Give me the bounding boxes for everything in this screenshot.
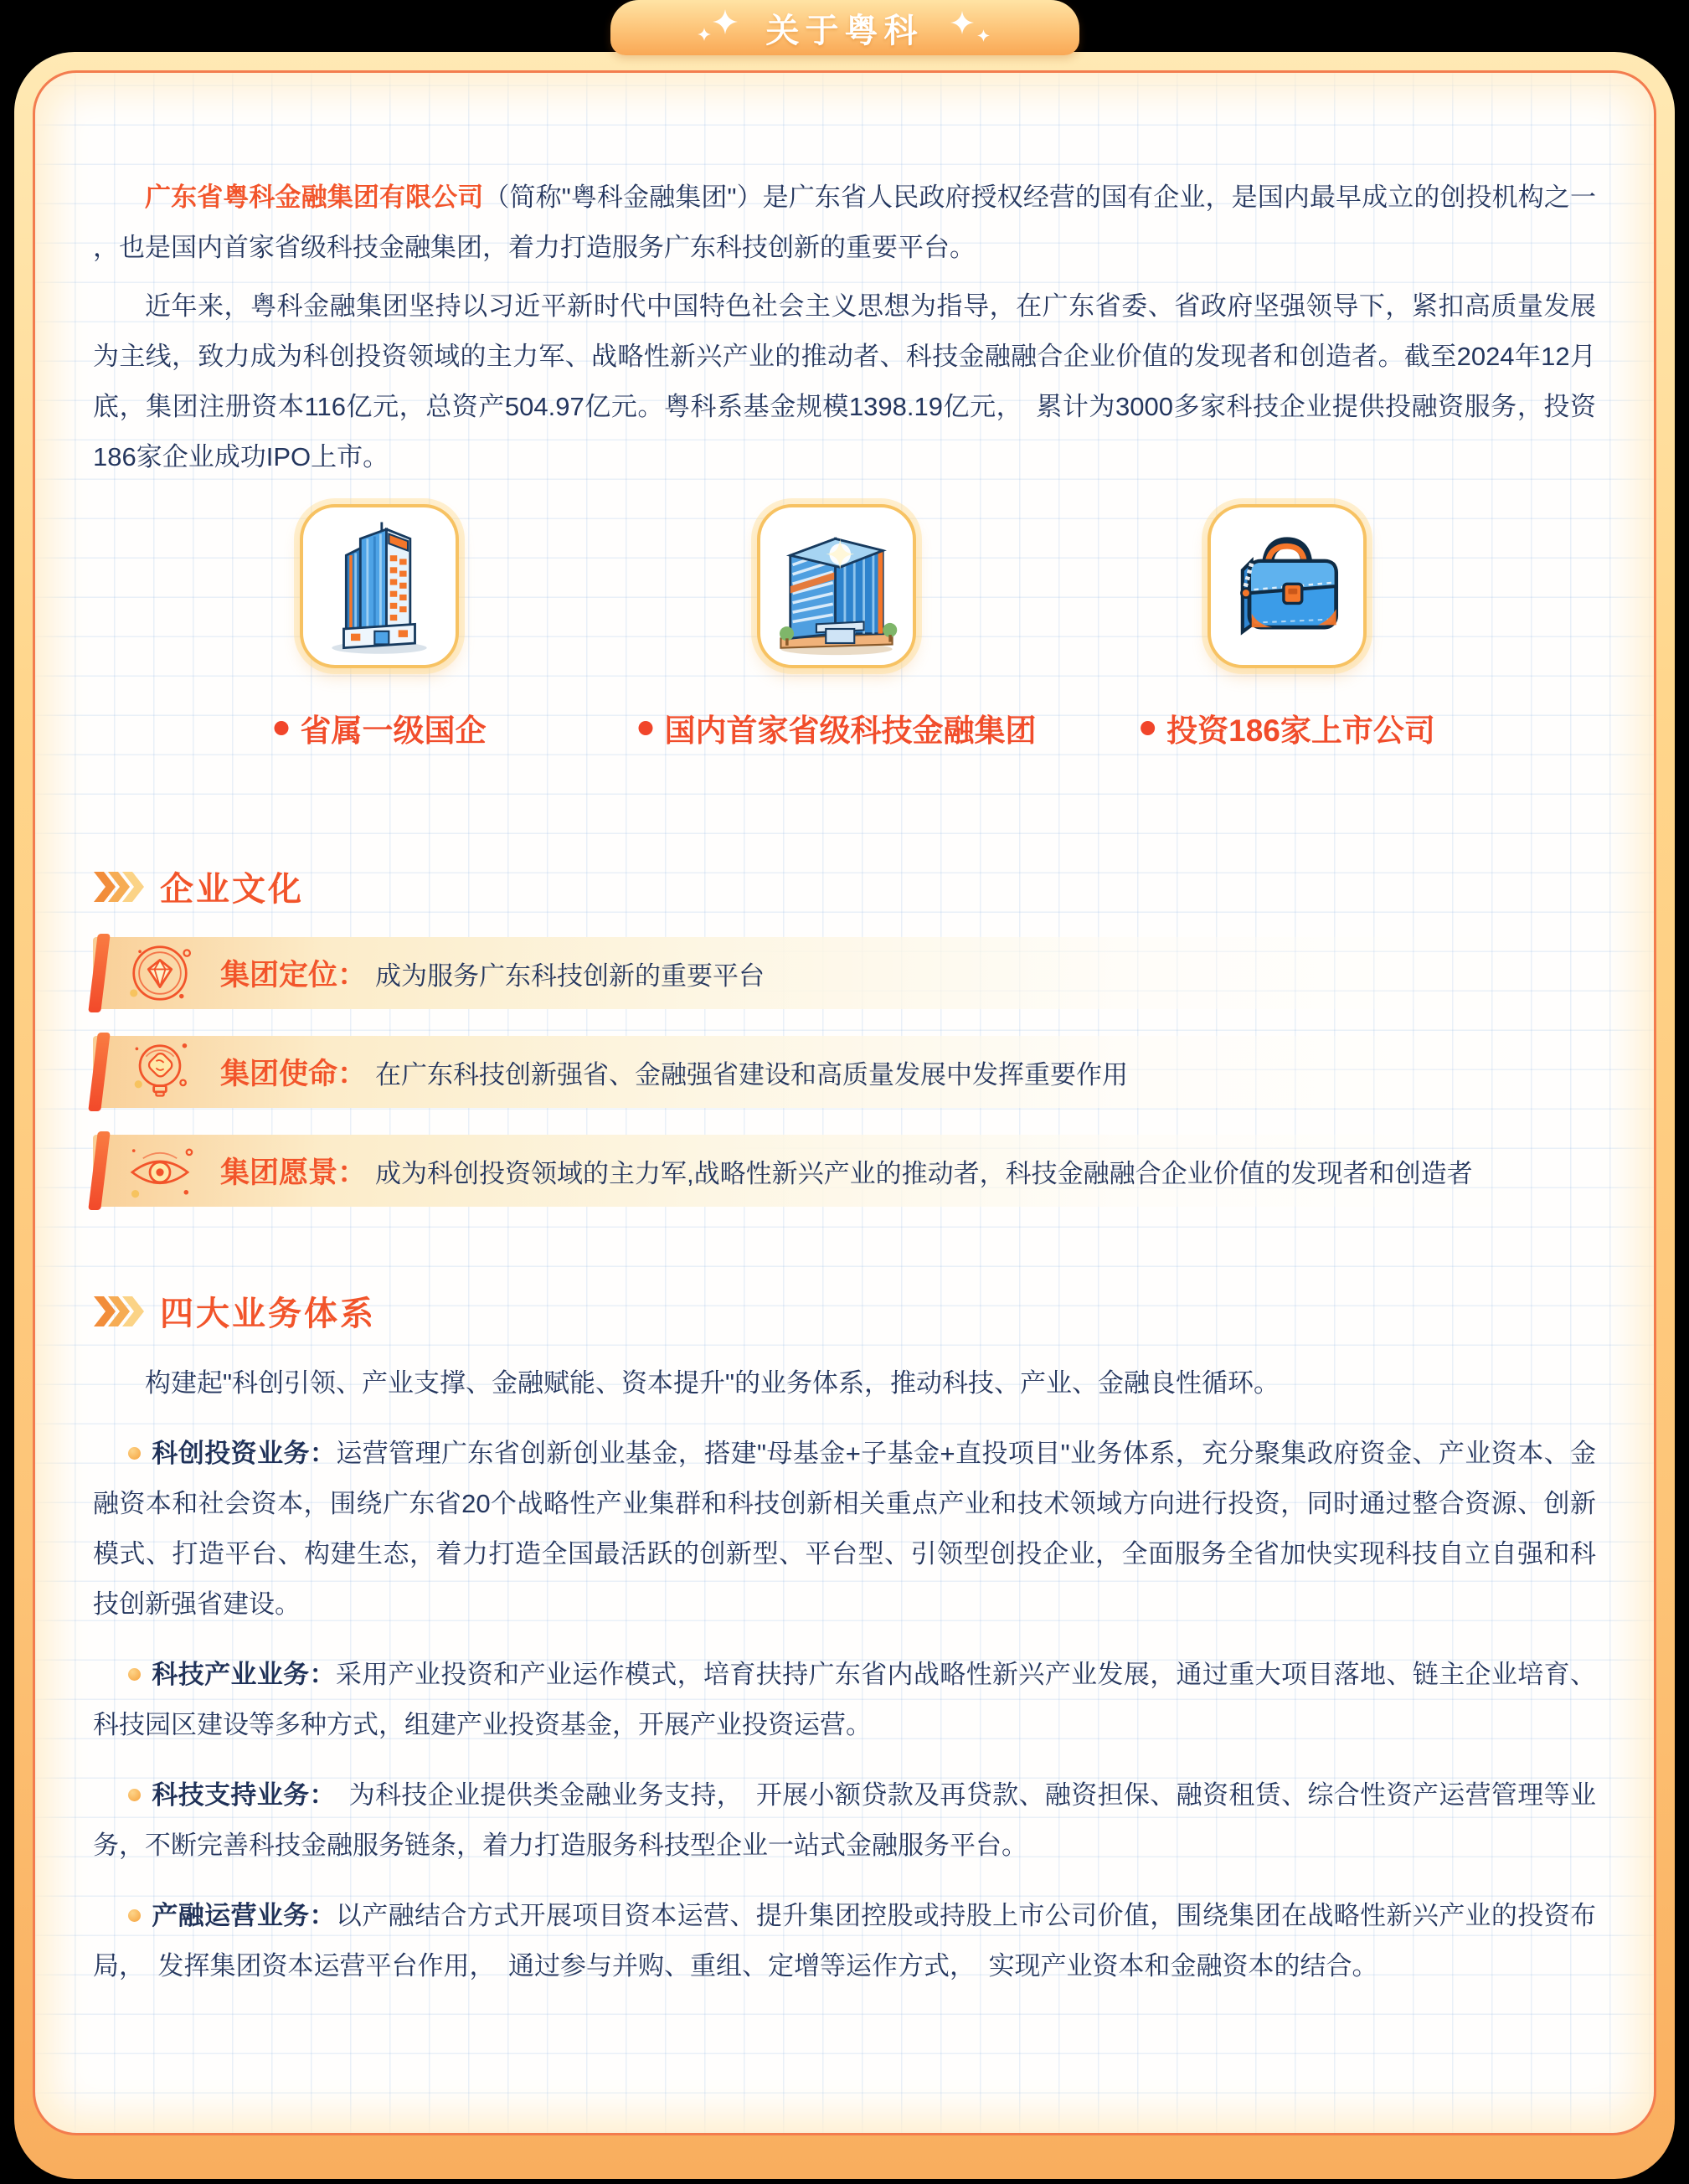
intro-paragraph-1 (93, 173, 1596, 273)
bullet-dot-icon (128, 1447, 141, 1460)
culture-item-text: 成为服务广东科技创新的重要平台 (375, 961, 765, 991)
business-item-title: 科技产业业务： (152, 1660, 336, 1689)
sparkle-stars-left-icon (698, 9, 741, 46)
business-item-capital (93, 1891, 1596, 1991)
bullet-dot-icon (275, 721, 289, 735)
culture-item-positioning (93, 937, 1542, 1009)
culture-section-title: 企业文化 (160, 871, 304, 908)
caption-label: 省属一级国企 (300, 713, 487, 748)
business-item-text: 采用产业投资和产业运作模式，培育扶持广东省内战略性新兴产业发展，通过重大项目落地、链主企业培育、科技园区建设等多种方式，组建产业投资基金，开展产业投资运营。 (93, 1660, 1597, 1739)
bullet-dot-icon (1141, 721, 1155, 735)
triple-chevron-icon (93, 1295, 145, 1327)
office-tower-icon (317, 515, 442, 657)
intro-paragraph-1-text: （简称"粤科金融集团"）是广东省人民政府授权经营的国有企业，是国内最早成立的创投机构之一 ，也是国内首家省级科技金融集团，着力打造服务广东科技创新的重要平台。 (93, 183, 1596, 262)
highlight-card-tower (300, 504, 459, 668)
header-banner (610, 0, 1079, 55)
diamond-icon (121, 935, 198, 1012)
culture-item-title: 集团使命： (220, 1058, 368, 1090)
page-title: 关于粤科 (765, 12, 924, 49)
content (34, 72, 1655, 1991)
briefcase-icon (1224, 528, 1350, 645)
business-item-support (93, 1770, 1596, 1871)
bulb-icon (121, 1033, 198, 1110)
caption-label: 国内首家省级科技金融集团 (664, 713, 1037, 748)
business-item-title: 产融运营业务： (152, 1901, 336, 1930)
caption-ipo (1141, 705, 1435, 750)
business-item-title: 科技支持业务： (152, 1780, 323, 1810)
intro-paragraph-2: 近年来，粤科金融集团坚持以习近平新时代中国特色社会主义思想为指导，在广东省委、省政府坚强领导下，紧扣高质量发展为主线，致力成为科创投资领域的主力军、战略性新兴产业的推动者、科技金融融合企业价值的发现者和创造者。截至2024年12月底，集团注册资本116亿元，总资产504.97亿元。粤科系基金规模1398.19亿元， 累计为3000多家科技企业提供投融资服务，投资186家企业成功IPO上市。 (93, 291, 1596, 471)
culture-item-text: 成为科创投资领域的主力军,战略性新兴产业的推动者，科技金融融合企业价值的发现者和创造者 (375, 1158, 1473, 1188)
business-section-title: 四大业务体系 (160, 1295, 376, 1332)
culture-item-vision (93, 1135, 1542, 1207)
business-item-title: 科创投资业务： (152, 1439, 337, 1468)
culture-item-title: 集团定位： (220, 959, 368, 992)
bullet-dot-icon (128, 1909, 141, 1922)
culture-item-text: 在广东科技创新强省、金融强省建设和高质量发展中发挥重要作用 (375, 1059, 1129, 1089)
highlight-cards-row (93, 504, 1596, 672)
culture-section-header (93, 863, 1596, 910)
hq-building-icon (770, 515, 904, 657)
highlight-captions-row (93, 705, 1596, 754)
business-intro: 构建起"科创引领、产业支撑、金融赋能、资本提升"的业务体系，推动科技、产业、金融良性循环。 (145, 1368, 1280, 1398)
caption-first-group (639, 705, 1037, 750)
business-item-industry (93, 1650, 1596, 1750)
bullet-dot-icon (639, 721, 653, 735)
triple-chevron-icon (93, 871, 145, 903)
culture-item-mission (93, 1036, 1542, 1108)
banner-accent-bar (88, 934, 111, 1012)
business-item-investment (93, 1429, 1596, 1630)
business-item-text: 以产融结合方式开展项目资本运营、提升集团控股或持股上市公司价值，围绕集团在战略性新兴产业的投资布局， 发挥集团资本运营平台作用， 通过参与并购、重组、定增等运作方式， 实现产业资本和金融资本的结合。 (93, 1901, 1597, 1981)
highlight-card-hq (757, 504, 916, 668)
bullet-dot-icon (128, 1789, 141, 1801)
highlight-card-briefcase (1208, 504, 1367, 668)
caption-soe (275, 705, 487, 750)
business-item-text: 为科技企业提供类金融业务支持， 开展小额贷款及再贷款、融资担保、融资租赁、综合性资产运营管理等业务，不断完善科技金融服务链条，着力打造服务科技型企业一站式金融服务平台。 (93, 1780, 1596, 1860)
company-name: 广东省粤科金融集团有限公司 (145, 183, 484, 212)
business-item-text: 运营管理广东省创新创业基金，搭建"母基金+子基金+直投项目"业务体系，充分聚集政府资金、产业资本、金融资本和社会资本，围绕广东省20个战略性产业集群和科技创新相关重点产业和技术领域方向进行投资，同时通过整合资源、创新模式、打造平台、构建生态，着力打造全国最活跃的创新型、平台型、引领型创投企业，全面服务全省加快实现科技自立自强和科技创新强省建设。 (93, 1439, 1596, 1619)
business-section-header (93, 1287, 1596, 1335)
eye-icon (121, 1132, 198, 1209)
culture-item-title: 集团愿景： (220, 1156, 368, 1189)
caption-label: 投资186家上市公司 (1166, 713, 1435, 748)
banner-accent-bar (88, 1131, 111, 1210)
sparkle-stars-right-icon (949, 9, 992, 46)
bullet-dot-icon (128, 1668, 141, 1681)
banner-accent-bar (88, 1033, 111, 1111)
